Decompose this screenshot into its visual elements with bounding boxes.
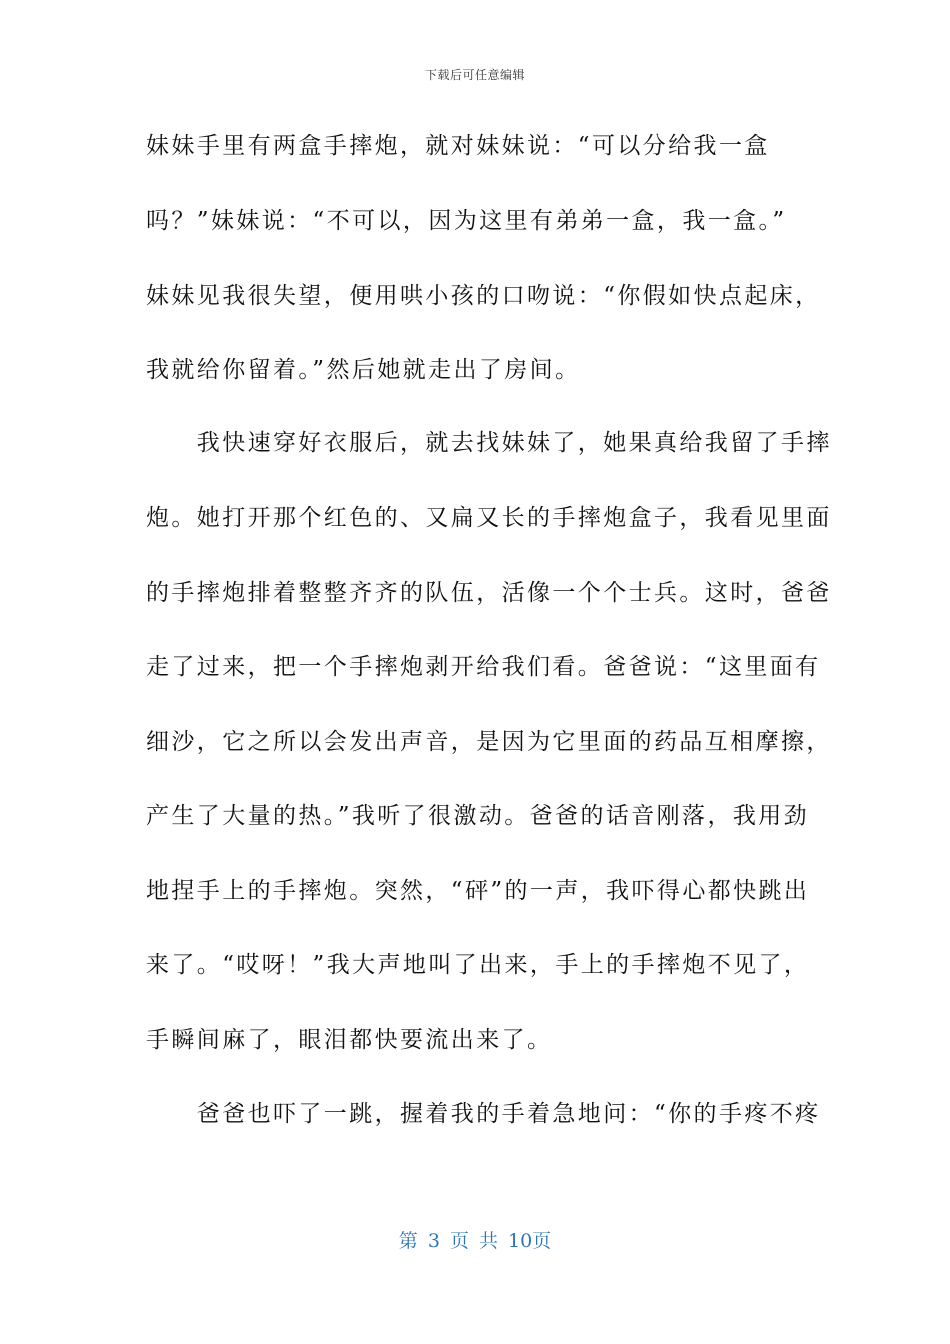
text-line: 吗？”妹妹说：“不可以，因为这里有弟弟一盒，我一盒。”: [146, 208, 787, 234]
text-line: 我快速穿好衣服后，就去找妹妹了，她果真给我留了手摔: [146, 430, 832, 456]
text-line: 我就给你留着。”然后她就走出了房间。: [146, 357, 581, 383]
text-line: 产生了大量的热。”我听了很激动。爸爸的话音刚落，我用劲: [146, 803, 810, 829]
text-line: 炮。她打开那个红色的、又扁又长的手摔炮盒子，我看见里面: [146, 505, 832, 531]
page-footer: 第 3 页 共 10页: [398, 1230, 552, 1252]
text-line: 爸爸也吓了一跳，握着我的手着急地问：“你的手疼不疼: [146, 1101, 821, 1127]
text-line: 手瞬间麻了，眼泪都快要流出来了。: [146, 1027, 553, 1053]
text-line: 细沙，它之所以会发出声音，是因为它里面的药品互相摩擦，: [146, 729, 832, 755]
text-line: 走了过来，把一个手摔炮剥开给我们看。爸爸说：“这里面有: [146, 654, 821, 680]
text-line: 的手摔炮排着整整齐齐的队伍，活像一个个士兵。这时，爸爸: [146, 580, 832, 606]
page-header: 下载后可任意编辑: [424, 68, 525, 82]
text-line: 妹妹见我很失望，便用哄小孩的口吻说：“你假如快点起床，: [146, 283, 821, 309]
text-line: 妹妹手里有两盒手摔炮，就对妹妹说：“可以分给我一盒: [146, 133, 770, 159]
text-line: 来了。“哎呀！”我大声地叫了出来，手上的手摔炮不见了，: [146, 952, 810, 978]
text-line: 地捏手上的手摔炮。突然，“砰”的一声，我吓得心都快跳出: [146, 878, 810, 904]
